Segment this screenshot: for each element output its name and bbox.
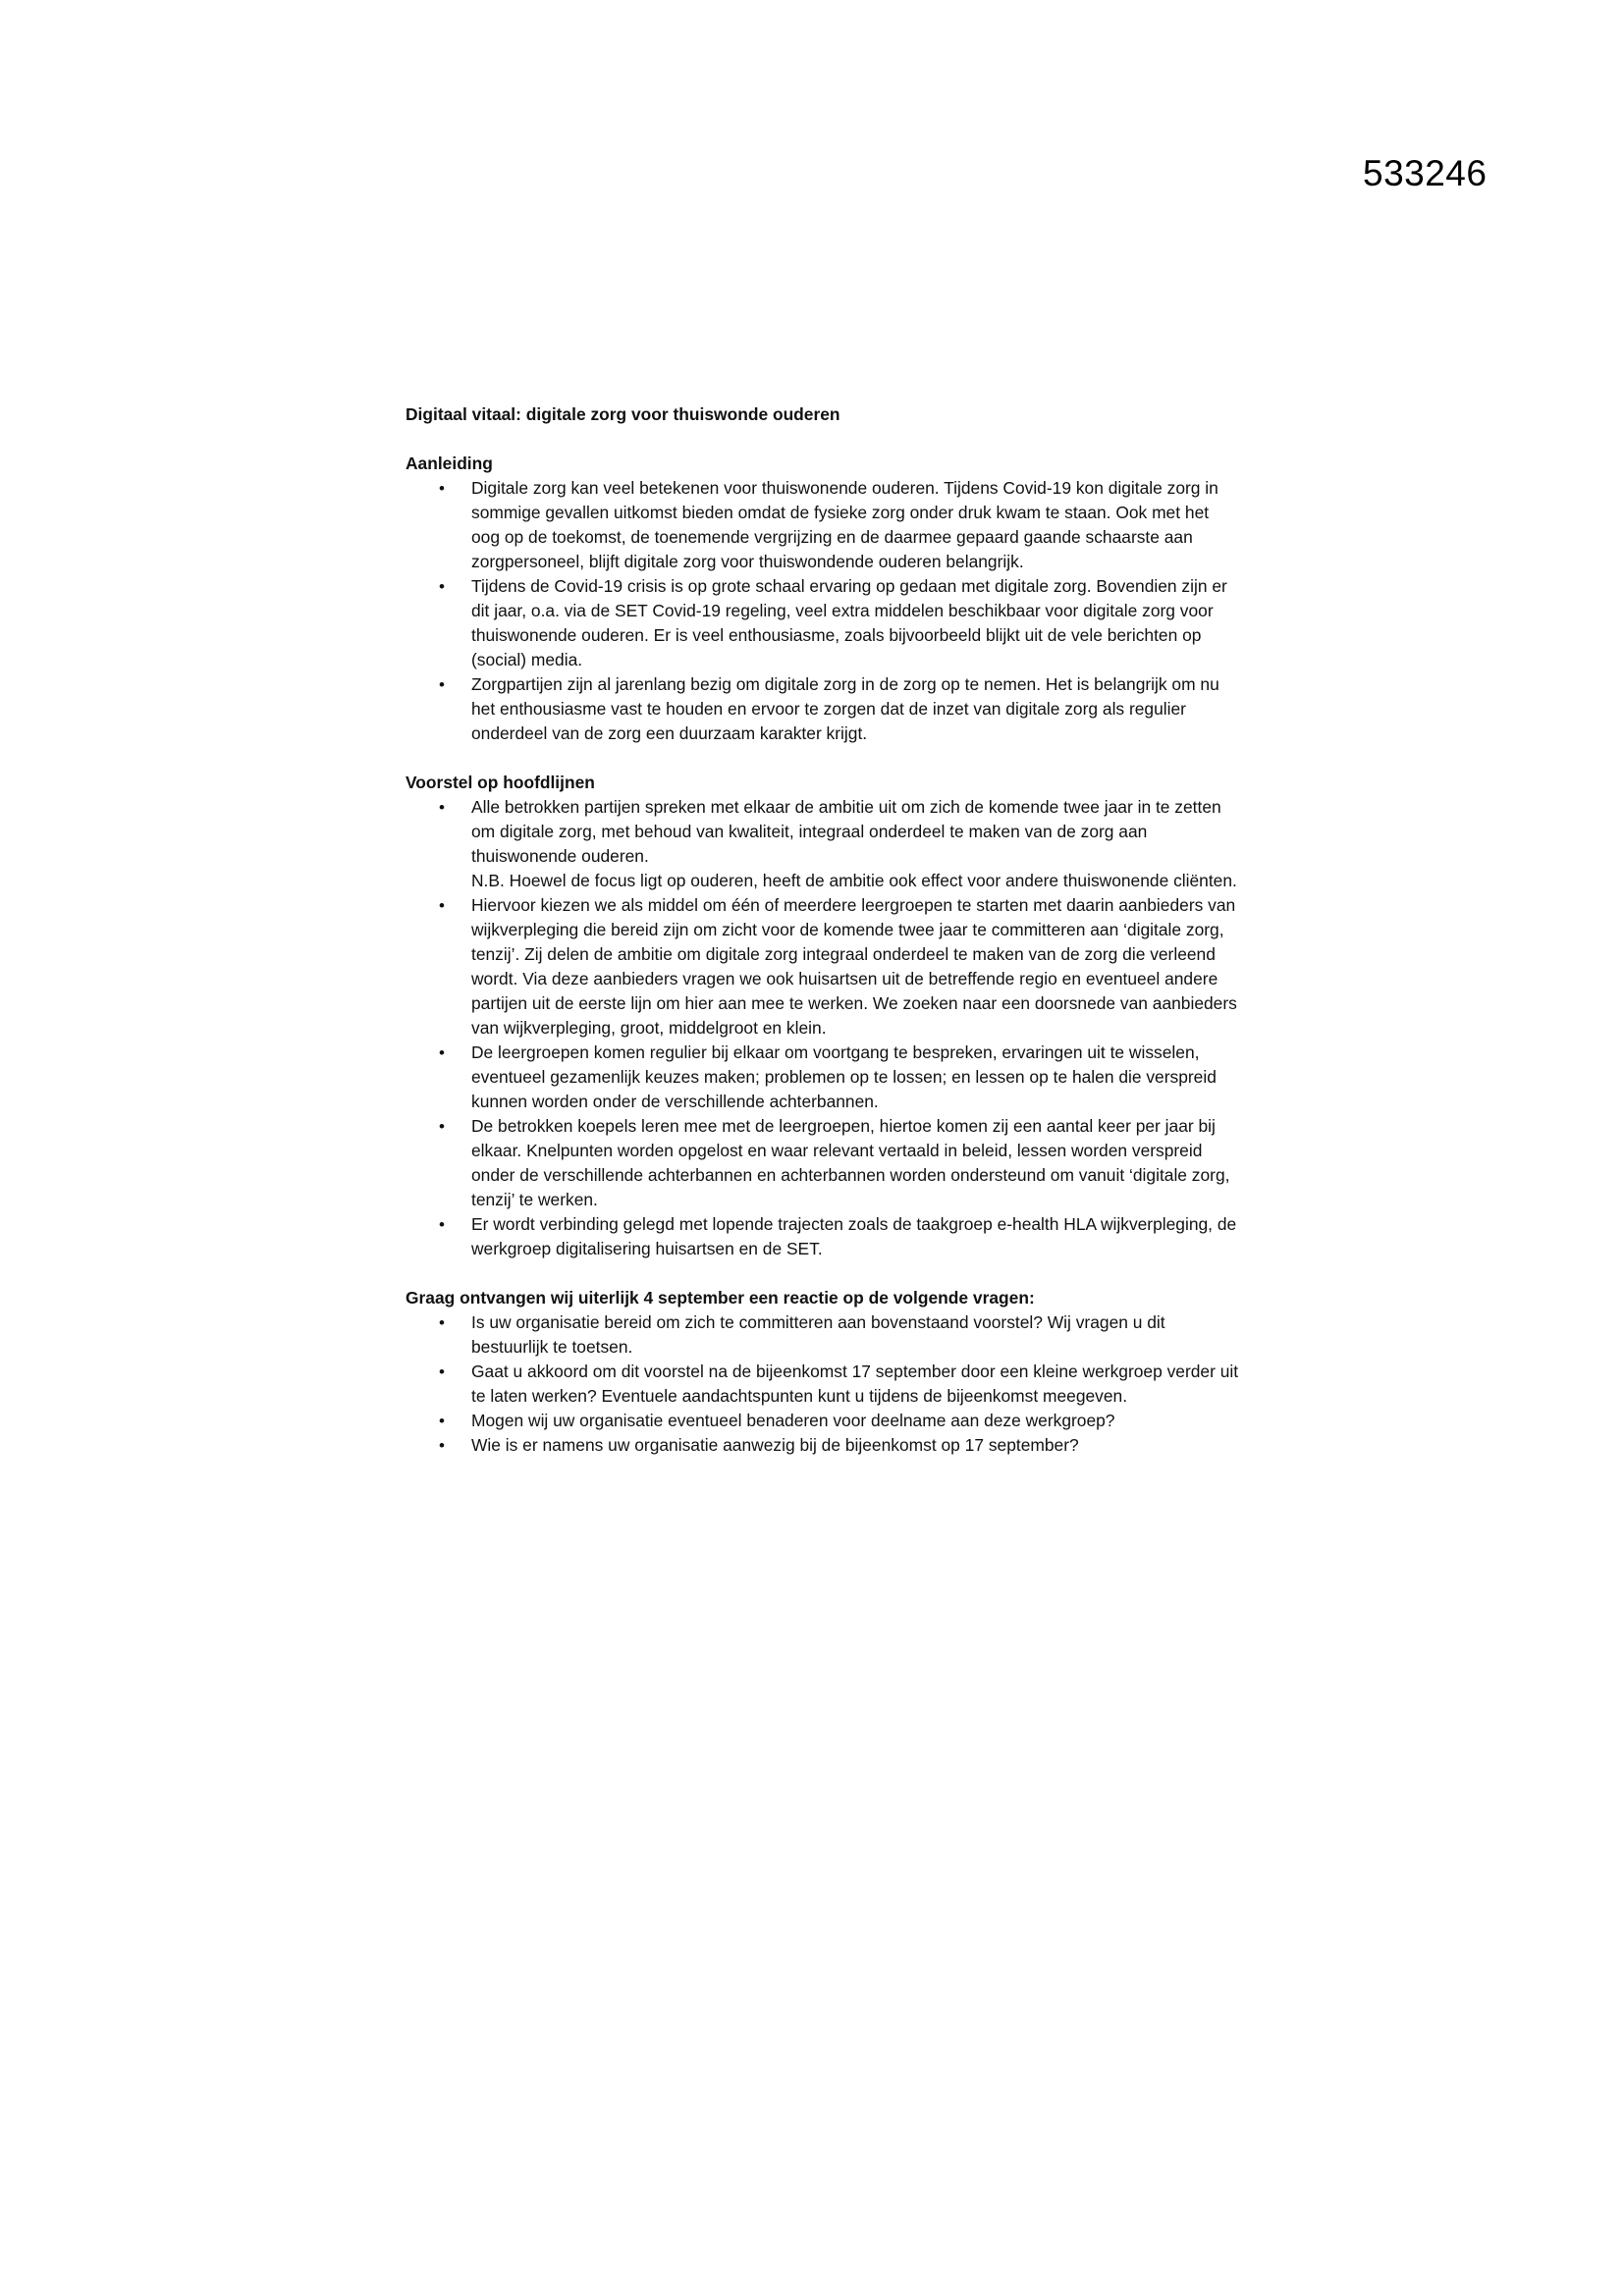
- list-item: • Digitale zorg kan veel betekenen voor thuiswonende ouderen. Tijdens Covid-19 kon digitale zorg in sommige gevallen uitkomst bieden omdat de fysieke zorg onder druk kwam te staan. Ook met het oog op de toekomst, de toenemende vergrijzing en de daarmee gepaard gaande schaarste aan zorgpersoneel, blijft digitale zorg voor thuiswondende ouderen belangrijk.: [406, 476, 1240, 574]
- list-item: • Tijdens de Covid-19 crisis is op grote schaal ervaring op gedaan met digitale zorg. Bovendien zijn er dit jaar, o.a. via de SET Covid-19 regeling, veel extra middelen beschikbaar voor digitale zorg voor thuiswonende ouderen. Er is veel enthousiasme, zoals bijvoorbeeld blijkt uit de vele berichten op (social) media.: [406, 574, 1240, 672]
- list-item: • Er wordt verbinding gelegd met lopende trajecten zoals de taakgroep e-health HLA wijkverpleging, de werkgroep digitalisering huisartsen en de SET.: [406, 1212, 1240, 1261]
- list-item: • Is uw organisatie bereid om zich te committeren aan bovenstaand voorstel? Wij vragen u dit bestuurlijk te toetsen.: [406, 1310, 1240, 1360]
- list-item: • Wie is er namens uw organisatie aanwezig bij de bijeenkomst op 17 september?: [406, 1433, 1240, 1458]
- bullet-list: [406, 795, 1240, 1261]
- list-item: • Hiervoor kiezen we als middel om één of meerdere leergroepen te starten met daarin aanbieders van wijkverpleging die bereid zijn om zicht voor de komende twee jaar te committeren aan ‘digitale zorg, tenzij’. Zij delen de ambitie om digitale zorg integraal onderdeel te maken van de zorg die verleend wordt. Via deze aanbieders vragen we ook huisartsen uit de betreffende regio en eventueel andere partijen uit de eerste lijn om hier aan mee te werken. We zoeken naar een doorsnede van aanbieders van wijkverpleging, groot, middelgroot en klein.: [406, 893, 1240, 1041]
- document-number: 533246: [1363, 153, 1488, 193]
- list-item-text: Alle betrokken partijen spreken met elkaar de ambitie uit om zich de komende twee jaar in te zetten om digitale zorg, met behoud van kwaliteit, integraal onderdeel te maken van de zorg aan thuiswonende ouderen.: [471, 797, 1221, 866]
- document-body: [406, 402, 1240, 1482]
- list-item: • De leergroepen komen regulier bij elkaar om voortgang te bespreken, ervaringen uit te wisselen, eventueel gezamenlijk keuzes maken; problemen op te lossen; en lessen op te halen die verspreid kunnen worden onder de verschillende achterbannen.: [406, 1041, 1240, 1114]
- section-vragen: [406, 1286, 1240, 1458]
- list-item: • Gaat u akkoord om dit voorstel na de bijeenkomst 17 september door een kleine werkgroep verder uit te laten werken? Eventuele aandachtspunten kunt u tijdens de bijeenkomst meegeven.: [406, 1360, 1240, 1409]
- section-voorstel: [406, 771, 1240, 1261]
- list-item-note: N.B. Hoewel de focus ligt op ouderen, heeft de ambitie ook effect voor andere thuiswonende cliënten.: [471, 871, 1237, 890]
- section-heading: Voorstel op hoofdlijnen: [406, 773, 595, 792]
- list-item: • Mogen wij uw organisatie eventueel benaderen voor deelname aan deze werkgroep?: [406, 1409, 1240, 1433]
- document-title: Digitaal vitaal: digitale zorg voor thuiswonde ouderen: [406, 404, 840, 424]
- bullet-list: [406, 476, 1240, 746]
- bullet-list: [406, 1310, 1240, 1458]
- list-item: • De betrokken koepels leren mee met de leergroepen, hiertoe komen zij een aantal keer per jaar bij elkaar. Knelpunten worden opgelost en waar relevant vertaald in beleid, lessen worden verspreid onder de verschillende achterbannen en achterbannen worden ondersteund om vanuit ‘digitale zorg, tenzij’ te werken.: [406, 1114, 1240, 1212]
- section-heading: Aanleiding: [406, 454, 493, 473]
- section-heading: Graag ontvangen wij uiterlijk 4 september een reactie op de volgende vragen:: [406, 1288, 1035, 1308]
- list-item: • Zorgpartijen zijn al jarenlang bezig om digitale zorg in de zorg op te nemen. Het is belangrijk om nu het enthousiasme vast te houden en ervoor te zorgen dat de inzet van digitale zorg als regulier onderdeel van de zorg een duurzaam karakter krijgt.: [406, 672, 1240, 746]
- list-item: [406, 795, 1240, 893]
- section-aanleiding: [406, 452, 1240, 746]
